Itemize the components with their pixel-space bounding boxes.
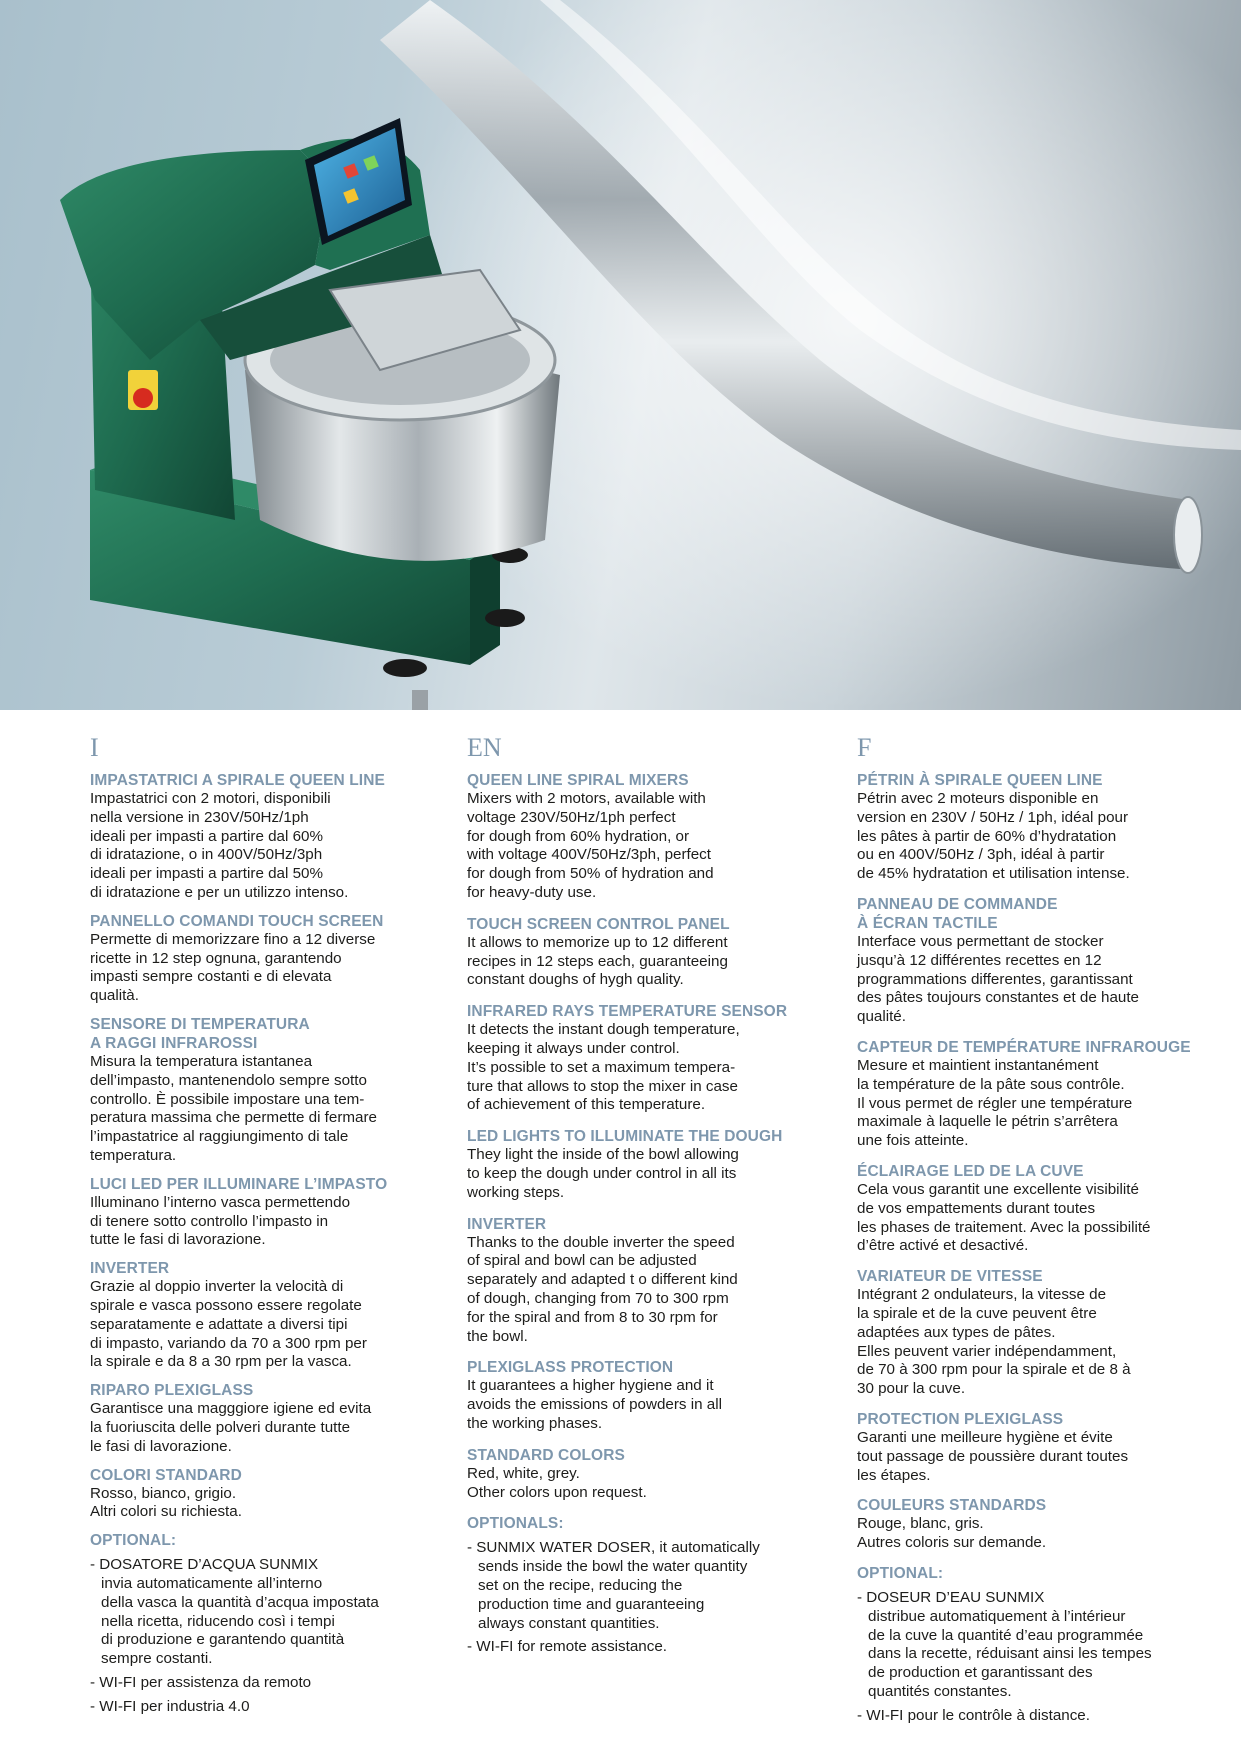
section-text: Garantisce una magggiore igiene ed evita la fuoriuscita delle polveri durante tutte le fasi di lavorazione. bbox=[90, 1400, 372, 1455]
section-heading: PROTECTION PLEXIGLASS bbox=[857, 1410, 1064, 1428]
section-text: Misura la temperatura istantanea dell’impasto, mantenendolo sempre sotto controllo. È possibile impostare una tem- peratura massima che permette di fermare l’impastatrice al raggiungimento di tale temperatura. bbox=[90, 1052, 377, 1164]
section-inverter bbox=[90, 1259, 430, 1372]
section-text: It guarantees a higher hygiene and it avoids the emissions of powders in all the working phases. bbox=[467, 1377, 722, 1432]
section-plexiglass bbox=[90, 1381, 430, 1456]
section-heading: PÉTRIN À SPIRALE QUEEN LINE bbox=[857, 772, 1103, 789]
section-text: Rosso, bianco, grigio. Altri colori su richiesta. bbox=[90, 1484, 242, 1521]
section-led-lights bbox=[857, 1162, 1212, 1256]
section-text: Impastatrici con 2 motori, disponibili nella versione in 230V/50Hz/1ph ideali per impasti a partire dal 60% di idratazione, o in 400V/50Hz/3ph ideali per impasti a partire dal 50% di idratazione e per un utilizzo intenso. bbox=[90, 790, 349, 901]
section-text: It detects the instant dough temperature, keeping it always under control. It’s possible to set a maximum tempera- ture that allows to stop the mixer in case of achievement of this temperature. bbox=[467, 1021, 740, 1114]
list-item: - SUNMIX WATER DOSER, it automatically sends inside the bowl the water quantity set on the recipe, reducing the production time and guaranteeing always constant quantities. bbox=[467, 1539, 760, 1632]
language-label: I bbox=[90, 733, 99, 762]
section-colors bbox=[467, 1446, 812, 1503]
section-queen-line bbox=[90, 771, 430, 903]
list-item: - WI-FI per industria 4.0 bbox=[90, 1697, 250, 1715]
section-heading: COULEURS STANDARDS bbox=[857, 1497, 1047, 1515]
section-colors bbox=[90, 1466, 430, 1523]
list-item: - WI-FI for remote assistance. bbox=[467, 1638, 668, 1656]
section-led-lights bbox=[467, 1127, 812, 1202]
section-heading: SENSORE DI TEMPERATURA A RAGGI INFRAROSSI bbox=[90, 1015, 310, 1052]
section-text: Illuminano l’interno vasca permettendo di tenere sotto controllo l’impasto in tutte le fasi di lavorazione. bbox=[90, 1193, 351, 1249]
section-text: Red, white, grey. Other colors upon request. bbox=[467, 1464, 647, 1501]
section-inverter bbox=[467, 1215, 812, 1347]
optional-list bbox=[467, 1539, 812, 1657]
section-heading: LUCI LED PER ILLUMINARE L’IMPASTO bbox=[90, 1175, 388, 1193]
section-touch-screen bbox=[90, 912, 430, 1006]
section-inverter bbox=[857, 1267, 1212, 1399]
section-optional bbox=[467, 1514, 812, 1657]
section-heading: PANNEAU DE COMMANDE À ÉCRAN TACTILE bbox=[857, 895, 1058, 932]
section-heading: OPTIONAL: bbox=[90, 1532, 177, 1550]
section-led-lights bbox=[90, 1175, 430, 1250]
column-french bbox=[857, 733, 1212, 1734]
section-temperature-sensor bbox=[857, 1038, 1212, 1151]
section-colors bbox=[857, 1496, 1212, 1553]
section-text: Intégrant 2 ondulateurs, la vitesse de la spirale et de la cuve peuvent être adaptées aux types de pâtes. Elles peuvent varier indépendamment, de 70 à 300 rpm pour la spirale et de 8 à 30 pour la cuve. bbox=[857, 1286, 1131, 1398]
section-heading: VARIATEUR DE VITESSE bbox=[857, 1268, 1043, 1286]
section-heading: IMPASTATRICI A SPIRALE QUEEN LINE bbox=[90, 772, 385, 789]
language-label: F bbox=[857, 733, 872, 762]
section-heading: TOUCH SCREEN CONTROL PANEL bbox=[467, 915, 730, 933]
optional-list bbox=[857, 1589, 1212, 1726]
column-italian bbox=[90, 733, 430, 1725]
section-text: Mixers with 2 motors, available with voltage 230V/50Hz/1ph perfect for dough from 60% hydration, or with voltage 400V/50Hz/3ph, perfect for dough from 50% of hydration and for heavy-duty use. bbox=[467, 790, 714, 901]
section-heading: INVERTER bbox=[90, 1260, 170, 1278]
section-heading: COLORI STANDARD bbox=[90, 1466, 242, 1484]
section-queen-line bbox=[467, 771, 812, 903]
section-heading: INFRARED RAYS TEMPERATURE SENSOR bbox=[467, 1003, 788, 1021]
section-text: Grazie al doppio inverter la velocità di spirale e vasca possono essere regolate separatamente e adattate a diversi tipi di impasto, variando da 70 a 300 rpm per la spirale e da 8 a 30 rpm per la vasca. bbox=[90, 1278, 367, 1371]
section-text: Mesure et maintient instantanément la température de la pâte sous contrôle. Il vous permet de régler une température maximale à laquelle le pétrin s’arrêtera une fois atteinte. bbox=[857, 1056, 1133, 1150]
hero-illustration bbox=[0, 0, 1241, 710]
section-heading: PANNELLO COMANDI TOUCH SCREEN bbox=[90, 912, 384, 930]
section-temperature-sensor bbox=[467, 1002, 812, 1115]
section-text: Garanti une meilleure hygiène et évite tout passage de poussière durant toutes les étapes. bbox=[857, 1428, 1129, 1484]
language-label: EN bbox=[467, 733, 502, 762]
section-touch-screen bbox=[467, 915, 812, 990]
list-item: - WI-FI pour le contrôle à distance. bbox=[857, 1706, 1090, 1724]
section-heading: LED LIGHTS TO ILLUMINATE THE DOUGH bbox=[467, 1128, 783, 1146]
section-optional bbox=[857, 1564, 1212, 1726]
section-heading: CAPTEUR DE TEMPÉRATURE INFRAROUGE bbox=[857, 1038, 1191, 1056]
column-english bbox=[467, 733, 812, 1666]
section-heading: OPTIONALS: bbox=[467, 1515, 564, 1533]
section-text: Permette di memorizzare fino a 12 diverse ricette in 12 step ognuna, garantendo impasti sempre costanti e di elevata qualità. bbox=[90, 930, 376, 1005]
optional-list bbox=[90, 1556, 430, 1716]
list-item: - DOSEUR D’EAU SUNMIX distribue automatiquement à l’intérieur de la cuve la quantité d’eau programmée dans la recette, réduisant ainsi les tempes de production et garantissant des quantités constantes. bbox=[857, 1588, 1152, 1700]
list-item: - WI-FI per assistenza da remoto bbox=[90, 1673, 312, 1691]
section-text: Thanks to the double inverter the speed of spiral and bowl can be adjusted separately and adapted t o different kind of dough, changing from 70 to 300 rpm for the spiral and from 8 to 30 rpm for the bowl. bbox=[467, 1233, 738, 1345]
list-item: - DOSATORE D’ACQUA SUNMIX invia automaticamente all’interno della vasca la quantità d’acqua impostata nella ricetta, riducendo così i tempi di produzione e garantendo quantità sempre costanti. bbox=[90, 1556, 379, 1668]
section-text: They light the inside of the bowl allowing to keep the dough under control in all its working steps. bbox=[467, 1146, 739, 1201]
section-text: Pétrin avec 2 moteurs disponible en version en 230V / 50Hz / 1ph, idéal pour les pâtes à partir de 60% d’hydratation ou en 400V/50Hz / 3ph, idéal à partir de 45% hydratation et utilisation intense. bbox=[857, 790, 1130, 883]
section-touch-screen bbox=[857, 895, 1212, 1027]
section-heading: QUEEN LINE SPIRAL MIXERS bbox=[467, 772, 689, 789]
section-heading: INVERTER bbox=[467, 1215, 547, 1233]
section-optional bbox=[90, 1531, 430, 1716]
section-text: It allows to memorize up to 12 different recipes in 12 steps each, guaranteeing constant doughs of hygh quality. bbox=[467, 933, 728, 989]
section-text: Cela vous garantit une excellente visibilité de vos empattements durant toutes les phases de traitement. Avec la possibilité d’être activé et desactivé. bbox=[857, 1180, 1151, 1255]
section-temperature-sensor bbox=[90, 1015, 430, 1166]
section-heading: RIPARO PLEXIGLASS bbox=[90, 1382, 254, 1400]
section-queen-line bbox=[857, 771, 1212, 884]
hero-image bbox=[0, 0, 1241, 710]
section-heading: STANDARD COLORS bbox=[467, 1446, 625, 1464]
section-plexiglass bbox=[467, 1358, 812, 1433]
section-heading: OPTIONAL: bbox=[857, 1564, 944, 1582]
section-text: Interface vous permettant de stocker jusqu’à 12 différentes recettes en 12 programmations differentes, garantissant des pâtes toujours constantes et de haute qualité. bbox=[857, 932, 1140, 1026]
section-heading: PLEXIGLASS PROTECTION bbox=[467, 1359, 674, 1377]
section-plexiglass bbox=[857, 1410, 1212, 1485]
section-text: Rouge, blanc, gris. Autres coloris sur demande. bbox=[857, 1515, 1047, 1552]
section-heading: ÉCLAIRAGE LED DE LA CUVE bbox=[857, 1162, 1084, 1180]
